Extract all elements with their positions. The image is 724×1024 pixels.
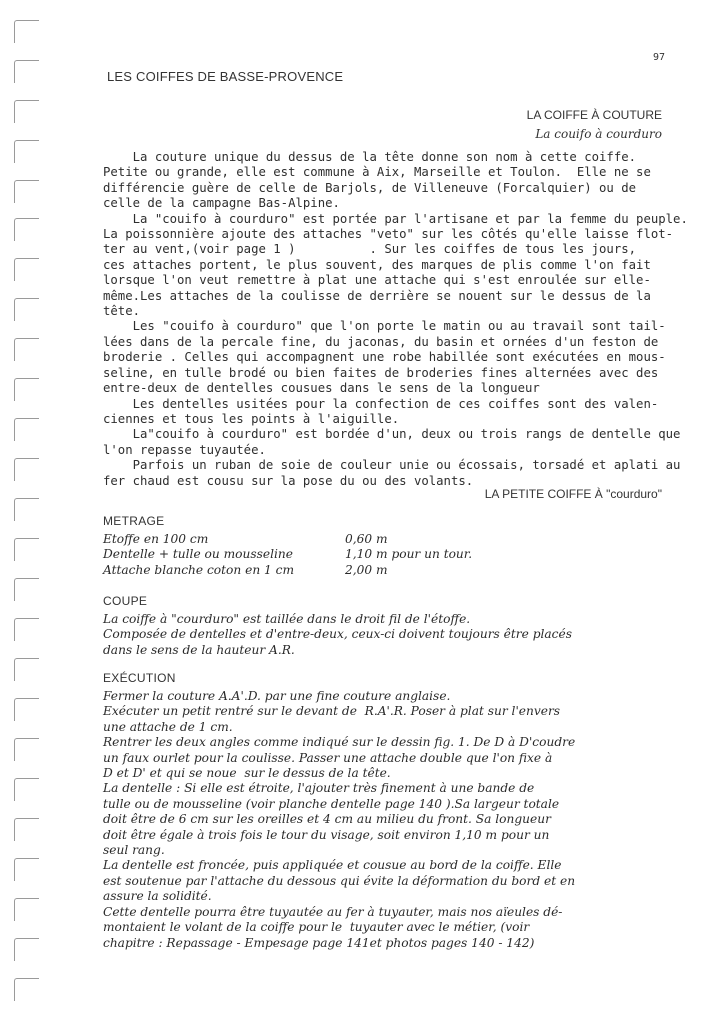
execution-line: assure la solidité.	[103, 889, 212, 904]
body-line: même.Les attaches de la coulisse de derrière se nouent sur le dessus de la	[103, 288, 651, 303]
execution-line: seul rang.	[103, 843, 165, 858]
body-line: ciennes et tous les points à l'aiguille.	[103, 411, 400, 426]
page-number: 97	[653, 52, 666, 63]
body-line: La"couifo à courduro" est bordée d'un, deux ou trois rangs de dentelle que	[103, 427, 681, 442]
binder-hole	[14, 778, 39, 801]
execution-line: une attache de 1 cm.	[103, 719, 233, 734]
binder-hole	[14, 258, 39, 281]
body-line: entre-deux de dentelles cousues dans le sens de la longueur	[103, 381, 540, 396]
execution-line: doit être égale à trois fois le tour du visage, soit environ 1,10 m pour un	[103, 827, 550, 842]
body-line: l'on repasse tuyautée.	[103, 442, 266, 457]
execution-line: montaient le volant de la coiffe pour le tuyauter avec le métier, (voir	[103, 920, 530, 935]
coupe-line: La coiffe à "courduro" est taillée dans le droit fil de l'étoffe.	[103, 612, 471, 626]
metrage-row	[103, 532, 472, 547]
section-subtitle: La couifo à courduro	[535, 127, 662, 141]
execution-line: chapitre : Repassage - Empesage page 141et photos pages 140 - 142)	[103, 935, 535, 950]
metrage-heading: METRAGE	[103, 514, 165, 528]
execution-line: D et D' et qui se noue sur le dessus de la tête.	[103, 766, 391, 781]
body-line: La couture unique du dessus de la tête donne son nom à cette coiffe.	[103, 150, 637, 164]
execution-line: tulle ou de mousseline (voir planche dentelle page 140 ).Sa largeur totale	[103, 796, 560, 811]
execution-line: La dentelle : Si elle est étroite, l'ajouter très finement à une bande de	[103, 781, 535, 796]
binder-hole	[14, 618, 39, 641]
binder-hole	[14, 20, 39, 43]
coupe-text	[103, 612, 663, 658]
execution-text	[103, 689, 663, 951]
binder-hole	[14, 978, 39, 1001]
metrage-qty: 2,00 m	[345, 562, 388, 577]
execution-line: Cette dentelle pourra être tuyautée au fer à tuyauter, mais nos aïeules dé-	[103, 904, 563, 919]
body-line: tête.	[103, 304, 141, 319]
binder-hole	[14, 180, 39, 203]
body-line: Les dentelles usitées pour la confection de ces coiffes sont des valen-	[103, 396, 659, 411]
execution-line: Rentrer les deux angles comme indiqué sur le dessin fig. 1. De D à D'coudre	[103, 735, 576, 750]
coupe-line: Composée de dentelles et d'entre-deux, ceux-ci doivent toujours être placés	[103, 627, 572, 642]
binder-hole	[14, 858, 39, 881]
binder-hole	[14, 60, 39, 83]
binder-hole	[14, 538, 39, 561]
execution-line: Exécuter un petit rentré sur le devant de R.A'.R. Poser à plat sur l'envers	[103, 704, 561, 719]
binder-hole	[14, 140, 39, 163]
chapter-title: LES COIFFES DE BASSE-PROVENCE	[107, 69, 344, 84]
binder-hole	[14, 578, 39, 601]
metrage-qty: 0,60 m	[345, 532, 388, 546]
body-line: La "couifo à courduro" est portée par l'artisane et par la femme du peuple.	[103, 211, 688, 226]
binder-hole	[14, 100, 39, 123]
binder-hole	[14, 698, 39, 721]
metrage-item: Dentelle + tulle ou mousseline	[103, 547, 293, 562]
body-line: seline, en tulle brodé ou bien faites de broderies fines alternées avec des	[103, 365, 659, 380]
body-line: Parfois un ruban de soie de couleur unie ou écossais, torsadé et aplati au	[103, 458, 681, 473]
body-line: ces attaches portent, le plus souvent, des marques de plis comme l'on fait	[103, 257, 651, 272]
binder-hole	[14, 938, 39, 961]
body-line: fer chaud est cousu sur la pose du ou des volants.	[103, 473, 474, 488]
binder-hole	[14, 298, 39, 321]
execution-line: est soutenue par l'attache du dessous qui évite la déformation du bord et en	[103, 873, 576, 888]
execution-line: doit être de 6 cm sur les oreilles et 4 cm au milieu du front. Sa longueur	[103, 812, 551, 827]
body-line: lées dans de la percale fine, du jaconas, du basin et ornées d'un feston de	[103, 334, 659, 349]
execution-line: un faux ourlet pour la coulisse. Passer une attache double que l'on fixe à	[103, 750, 553, 765]
binder-hole	[14, 218, 39, 241]
body-line: lorsque l'on veut remettre à plat une attache qui s'est enroulée sur elle-	[103, 273, 651, 288]
body-line: Petite ou grande, elle est commune à Aix, Marseille et Toulon. Elle ne se	[103, 165, 651, 180]
metrage-qty: 1,10 m pour un tour.	[345, 547, 473, 562]
binder-hole	[14, 378, 39, 401]
execution-line: La dentelle est froncée, puis appliquée et cousue au bord de la coiffe. Elle	[103, 858, 562, 873]
body-line: différencie guère de celle de Barjols, de Villeneuve (Forcalquier) ou de	[103, 180, 637, 195]
body-line: La poissonnière ajoute des attaches "veto" sur les côtés qu'elle laisse flot-	[103, 227, 674, 242]
metrage-table	[103, 532, 472, 578]
binder-hole	[14, 898, 39, 921]
metrage-item: Attache blanche coton en 1 cm	[103, 562, 295, 577]
body-line: ter au vent,(voir page 1 ) . Sur les coiffes de tous les jours,	[103, 242, 637, 257]
binder-hole	[14, 338, 39, 361]
binder-hole	[14, 818, 39, 841]
body-paragraphs	[103, 150, 688, 489]
section-title: LA COIFFE À COUTURE	[526, 108, 662, 122]
subsection-title: LA PETITE COIFFE À "courduro"	[484, 487, 662, 501]
metrage-item: Etoffe en 100 cm	[103, 532, 209, 546]
execution-line: Fermer la couture A.A'.D. par une fine couture anglaise.	[103, 689, 451, 703]
body-line: Les "couifo à courduro" que l'on porte le matin ou au travail sont tail-	[103, 319, 666, 334]
binder-holes	[14, 0, 42, 1024]
body-line: celle de la campagne Bas-Alpine.	[103, 196, 340, 211]
binder-hole	[14, 458, 39, 481]
binder-hole	[14, 418, 39, 441]
metrage-row	[103, 547, 472, 562]
execution-heading: EXÉCUTION	[103, 671, 176, 685]
binder-hole	[14, 738, 39, 761]
binder-hole	[14, 498, 39, 521]
coupe-line: dans le sens de la hauteur A.R.	[103, 642, 295, 657]
binder-hole	[14, 658, 39, 681]
coupe-heading: COUPE	[103, 594, 148, 608]
metrage-row	[103, 563, 472, 578]
body-line: broderie . Celles qui accompagnent une robe habillée sont exécutées en mous-	[103, 350, 666, 365]
